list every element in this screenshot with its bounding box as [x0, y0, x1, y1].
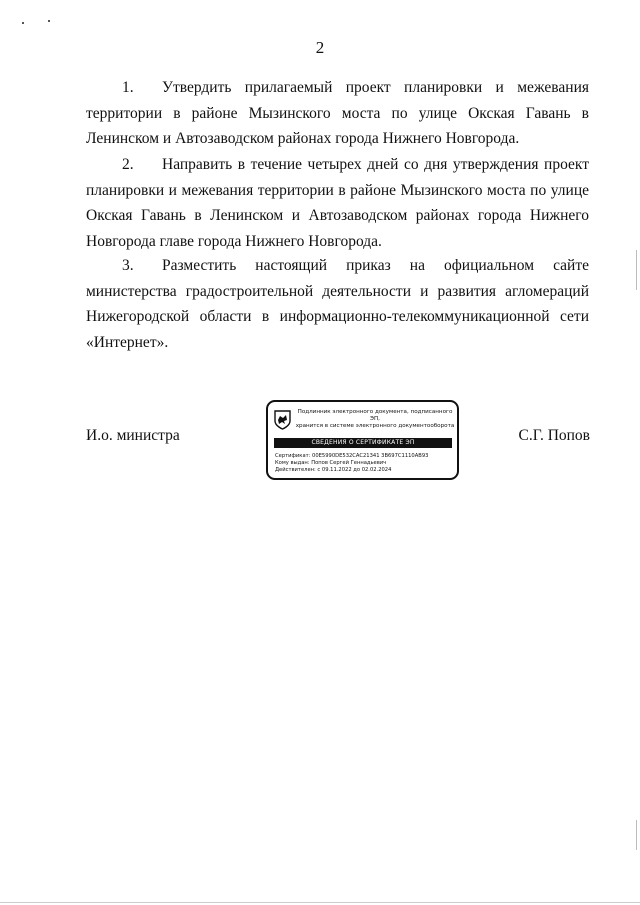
stamp-note	[294, 409, 456, 430]
signer-role: И.о. министра	[86, 427, 180, 444]
electronic-signature-stamp	[266, 400, 459, 480]
paragraph-2-number: 2.	[122, 156, 134, 173]
stamp-owner: Кому выдан: Попов Сергей Геннадьевич	[275, 460, 387, 466]
scan-edge-line	[636, 250, 637, 290]
stamp-note-line-1: Подлинник электронного документа, подписанного ЭП,	[297, 409, 453, 422]
signer-name: С.Г. Попов	[518, 427, 590, 444]
stamp-header: СВЕДЕНИЯ О СЕРТИФИКАТЕ ЭП	[274, 438, 452, 448]
paragraph-1	[86, 75, 589, 152]
paragraph-1-number: 1.	[122, 79, 134, 96]
paragraph-2-text: Направить в течение четырех дней со дня утверждения проект планировки и межевания территории в районе Мызинского моста по улице Окская Гавань в Ленинском и Автозаводском районах города Нижнего Новгорода главе города Нижнего Новгорода.	[86, 156, 589, 250]
page-number: 2	[315, 38, 325, 57]
stamp-details	[275, 453, 455, 474]
stamp-validity: Действителен: с 09.11.2022 до 02.02.2024	[275, 467, 392, 473]
paragraph-3-text: Разместить настоящий приказ на официальном сайте министерства градостроительной деятельности и развития агломераций Нижегородской области в информационно-телекоммуникационной сети «Интернет».	[86, 257, 589, 351]
paragraph-2	[86, 152, 589, 254]
paragraph-3-number: 3.	[122, 257, 134, 274]
paragraph-3	[86, 253, 589, 355]
stamp-certificate: Сертификат: 00E5990DE532CAC21341 3B697C1110AB93	[275, 453, 429, 459]
paragraph-1-text: Утвердить прилагаемый проект планировки и межевания территории в районе Мызинского моста по улице Окская Гавань в Ленинском и Автозаводском районах города Нижнего Новгорода.	[86, 79, 589, 147]
coat-of-arms-icon	[274, 410, 291, 430]
stamp-note-line-2: хранится в системе электронного документооборота	[295, 423, 455, 429]
scan-edge-line	[0, 902, 640, 903]
scan-edge-line	[636, 820, 637, 850]
scan-speck	[48, 20, 50, 22]
scan-speck	[22, 22, 24, 24]
